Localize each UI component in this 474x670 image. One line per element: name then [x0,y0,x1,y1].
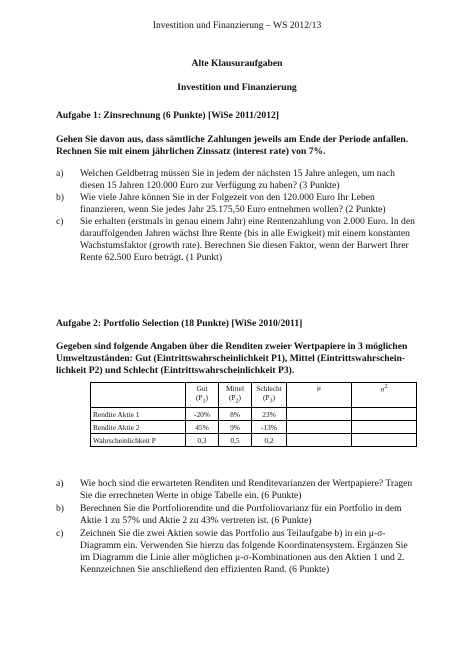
cell-mittel: 9% [219,421,252,434]
document-title: Alte Klausuraufgaben [191,58,283,69]
table-row [91,421,417,434]
cell-gut: 0,3 [186,434,219,447]
item-line: Welchen Geldbetrag müssen Sie in jedem der nächsten 15 Jahre anlegen, um nach [80,168,395,179]
table-header-gut [186,383,219,408]
item-label: a) [56,168,64,179]
item-line: Diagramm ein. Verwenden Sie hierzu das folgende Koordinatensystem. Ergänzen Sie [80,540,408,551]
task2-intro-line-2: Umweltzuständen: Gut (Eintrittswahrscheinlichkeit P1), Mittel (Eintrittswahrschein- [56,353,406,364]
cell-mittel: 0,5 [219,434,252,447]
header-gut-close: ) [205,392,209,402]
table-header-row [91,383,417,408]
cell-gut: -20% [186,408,219,421]
item-line: Kennzeichnen Sie anschließend den effizienten Rand. (6 Punkte) [80,564,330,575]
item-line: Sie die errechneten Werte in obige Tabelle ein. (6 Punkte) [80,490,302,501]
cell-sigma-empty [352,434,417,447]
item-line: Aktie 1 zu 57% und Aktie 2 zu 43% vertreten ist. (6 Punkte) [80,515,312,526]
cell-schlecht: 0,2 [252,434,287,447]
cell-mu-empty[interactable] [287,408,352,421]
portfolio-table [90,382,417,447]
cell-mu-empty [287,434,352,447]
row-label: Rendite Aktie 1 [91,408,186,421]
cell-mu-empty[interactable] [287,421,352,434]
item-line: Wachstumsfaktor (growth rate). Berechnen Sie diesen Faktor, wenn der Barwert Ihrer [80,240,409,251]
table-header-empty [91,383,186,408]
task2-title: Aufgabe 2: Portfolio Selection (18 Punkte) [WiSe 2010/2011] [56,318,303,329]
table-header-mittel [219,383,252,408]
task2-intro-line-3: lichkeit P2) und Schlecht (Eintrittswahrscheinlichkeit P3). [56,365,295,376]
header-mu-label: μ [317,383,321,392]
item-line: darauffolgenden Jahren wächst Ihre Rente (bis in alle Ewigkeit) mit einem konstanten [80,228,410,239]
task2-intro-line-1: Gegeben sind folgende Angaben über die Renditen zweier Wertpapiere in 3 möglichen [56,341,408,352]
table-header-sigma [352,383,417,408]
cell-sigma-empty[interactable] [352,421,417,434]
cell-sigma-empty[interactable] [352,408,417,421]
header-sigma-label: σ [380,384,385,394]
item-line: finanzieren, wenn Sie jedes Jahr 25.175,50 Euro entnehmen wollen? (2 Punkte) [80,204,386,215]
table-row [91,434,417,447]
row-label: Wahrscheinlichkeit P [91,434,186,447]
item-line: Zeichnen Sie die zwei Aktien sowie das Portfolio aus Teilaufgabe b) in ein μ-σ- [80,528,386,539]
table-header-schlecht [252,383,287,408]
item-line: Rente 62.500 Euro beträgt. (1 Punkt) [80,252,223,263]
header-schlecht-close: ) [272,392,276,402]
item-label: b) [56,192,64,203]
item-line: Sie erhalten (erstmals in genau einem Jahr) eine Rentenzahlung von 2.000 Euro. In den [80,216,415,227]
item-line: Wie hoch sind die erwarteten Renditen und Renditevarianzen der Wertpapiere? Tragen [80,478,413,489]
header-gut-sub: 1 [202,398,206,405]
task1-title: Aufgabe 1: Zinsrechnung (6 Punkte) [WiSe 2011/2012] [56,110,279,121]
cell-schlecht: -13% [252,421,287,434]
item-line: Wie viele Jahre können Sie in der Folgezeit von den 120.000 Euro Ihr Leben [80,192,375,203]
item-line: diesen 15 Jahren 120.000 Euro zur Verfügung zu haben? (3 Punkte) [80,180,340,191]
document-subtitle: Investition und Finanzierung [177,82,297,93]
header-gut-p: (P [195,392,203,402]
row-label: Rendite Aktie 2 [91,421,186,434]
header-mittel-close: ) [238,392,242,402]
header-mittel-sub: 2 [235,398,239,405]
header-gut-label: Gut [196,383,208,393]
item-line: im Diagramm die Linie aller möglichen μ-σ-Kombinationen aus den Aktien 1 und 2. [80,552,405,563]
header-sigma-sup: 2 [384,384,388,390]
header-schlecht-label: Schlecht [256,383,282,393]
header-schlecht-sub: 3 [269,398,273,405]
header-mittel-p: (P [228,392,236,402]
cell-schlecht: 23% [252,408,287,421]
item-label: a) [56,478,64,489]
task1-intro-line-1: Gehen Sie davon aus, dass sämtliche Zahlungen jeweils am Ende der Periode anfallen. [56,134,409,145]
table-header-mu [287,383,352,408]
header-schlecht-p: (P [262,392,270,402]
header-mittel-label: Mittel [225,383,245,393]
table-row [91,408,417,421]
page-header: Investition und Finanzierung – WS 2012/13 [152,20,322,31]
item-label: b) [56,503,64,514]
item-line: Berechnen Sie die Portfoliorendite und die Portfoliovarianz für ein Portfolio in dem [80,503,402,514]
cell-mittel: 8% [219,408,252,421]
item-label: c) [56,216,64,227]
cell-gut: 45% [186,421,219,434]
item-label: c) [56,528,64,539]
task1-intro-line-2: Rechnen Sie mit einem jährlichen Zinssatz (interest rate) von 7%. [56,146,326,157]
